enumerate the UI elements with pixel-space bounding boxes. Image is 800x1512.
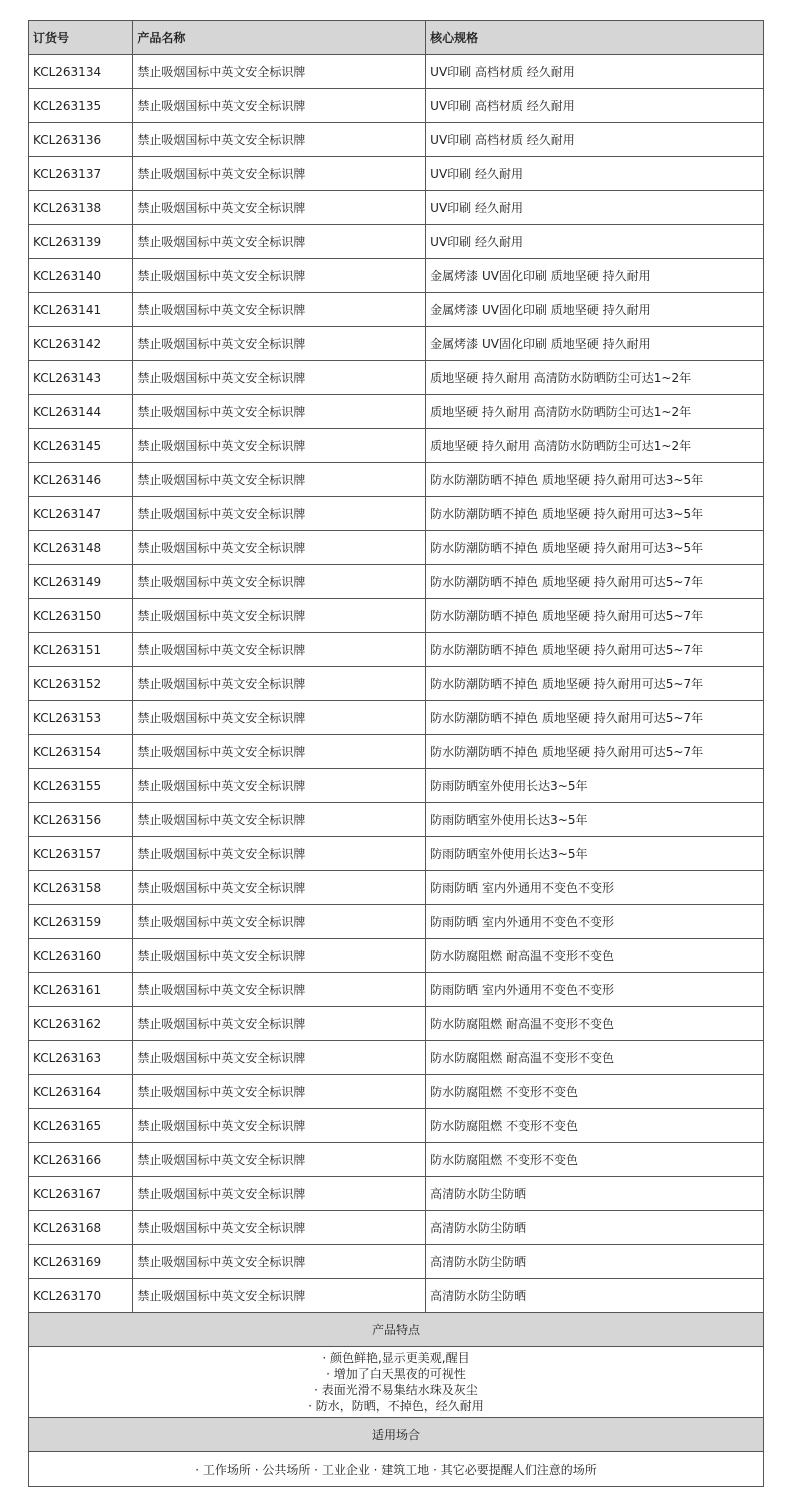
cell-order-no: KCL263138 xyxy=(29,191,133,225)
cell-core-spec: 防水防潮防晒不掉色 质地坚硬 持久耐用可达5~7年 xyxy=(426,735,764,769)
table-row xyxy=(29,701,764,735)
cell-core-spec: UV印刷 高档材质 经久耐用 xyxy=(426,55,764,89)
cell-order-no: KCL263160 xyxy=(29,939,133,973)
table-row xyxy=(29,259,764,293)
cell-core-spec: 防水防潮防晒不掉色 质地坚硬 持久耐用可达5~7年 xyxy=(426,667,764,701)
cell-product-name: 禁止吸烟国标中英文安全标识牌 xyxy=(133,803,426,837)
table-row xyxy=(29,497,764,531)
cell-core-spec: UV印刷 经久耐用 xyxy=(426,191,764,225)
table-row xyxy=(29,837,764,871)
cell-order-no: KCL263147 xyxy=(29,497,133,531)
cell-core-spec: UV印刷 高档材质 经久耐用 xyxy=(426,89,764,123)
cell-product-name: 禁止吸烟国标中英文安全标识牌 xyxy=(133,157,426,191)
cell-order-no: KCL263146 xyxy=(29,463,133,497)
cell-product-name: 禁止吸烟国标中英文安全标识牌 xyxy=(133,599,426,633)
cell-product-name: 禁止吸烟国标中英文安全标识牌 xyxy=(133,293,426,327)
cell-order-no: KCL263163 xyxy=(29,1041,133,1075)
table-row xyxy=(29,667,764,701)
cell-order-no: KCL263158 xyxy=(29,871,133,905)
cell-order-no: KCL263151 xyxy=(29,633,133,667)
table-row xyxy=(29,1143,764,1177)
cell-product-name: 禁止吸烟国标中英文安全标识牌 xyxy=(133,361,426,395)
table-row xyxy=(29,293,764,327)
cell-order-no: KCL263144 xyxy=(29,395,133,429)
cell-core-spec: 防水防腐阻燃 不变形不变色 xyxy=(426,1075,764,1109)
cell-product-name: 禁止吸烟国标中英文安全标识牌 xyxy=(133,225,426,259)
cell-core-spec: 防水防潮防晒不掉色 质地坚硬 持久耐用可达5~7年 xyxy=(426,599,764,633)
cell-core-spec: UV印刷 经久耐用 xyxy=(426,157,764,191)
cell-product-name: 禁止吸烟国标中英文安全标识牌 xyxy=(133,429,426,463)
cell-product-name: 禁止吸烟国标中英文安全标识牌 xyxy=(133,1007,426,1041)
table-row xyxy=(29,191,764,225)
table-row xyxy=(29,531,764,565)
cell-core-spec: 金属烤漆 UV固化印刷 质地坚硬 持久耐用 xyxy=(426,259,764,293)
cell-order-no: KCL263137 xyxy=(29,157,133,191)
cell-core-spec: 防水防腐阻燃 耐高温不变形不变色 xyxy=(426,939,764,973)
cell-order-no: KCL263159 xyxy=(29,905,133,939)
table-row xyxy=(29,123,764,157)
cell-core-spec: 高清防水防尘防晒 xyxy=(426,1177,764,1211)
cell-order-no: KCL263161 xyxy=(29,973,133,1007)
spec-table xyxy=(28,20,764,1487)
cell-order-no: KCL263134 xyxy=(29,55,133,89)
cell-product-name: 禁止吸烟国标中英文安全标识牌 xyxy=(133,973,426,1007)
cell-core-spec: 质地坚硬 持久耐用 高清防水防晒防尘可达1~2年 xyxy=(426,429,764,463)
table-row xyxy=(29,1041,764,1075)
table-row xyxy=(29,361,764,395)
cell-product-name: 禁止吸烟国标中英文安全标识牌 xyxy=(133,905,426,939)
cell-product-name: 禁止吸烟国标中英文安全标识牌 xyxy=(133,735,426,769)
cell-core-spec: 防雨防晒室外使用长达3~5年 xyxy=(426,803,764,837)
cell-product-name: 禁止吸烟国标中英文安全标识牌 xyxy=(133,531,426,565)
cell-product-name: 禁止吸烟国标中英文安全标识牌 xyxy=(133,327,426,361)
cell-order-no: KCL263149 xyxy=(29,565,133,599)
cell-product-name: 禁止吸烟国标中英文安全标识牌 xyxy=(133,123,426,157)
cell-core-spec: 防水防腐阻燃 耐高温不变形不变色 xyxy=(426,1007,764,1041)
cell-core-spec: 金属烤漆 UV固化印刷 质地坚硬 持久耐用 xyxy=(426,293,764,327)
table-row xyxy=(29,429,764,463)
cell-core-spec: 防水防潮防晒不掉色 质地坚硬 持久耐用可达3~5年 xyxy=(426,531,764,565)
cell-core-spec: 防雨防晒 室内外通用不变色不变形 xyxy=(426,905,764,939)
cell-order-no: KCL263152 xyxy=(29,667,133,701)
cell-core-spec: 防水防腐阻燃 耐高温不变形不变色 xyxy=(426,1041,764,1075)
cell-core-spec: 防水防潮防晒不掉色 质地坚硬 持久耐用可达3~5年 xyxy=(426,463,764,497)
cell-product-name: 禁止吸烟国标中英文安全标识牌 xyxy=(133,565,426,599)
cell-product-name: 禁止吸烟国标中英文安全标识牌 xyxy=(133,259,426,293)
cell-product-name: 禁止吸烟国标中英文安全标识牌 xyxy=(133,497,426,531)
table-row xyxy=(29,225,764,259)
cell-product-name: 禁止吸烟国标中英文安全标识牌 xyxy=(133,463,426,497)
cell-product-name: 禁止吸烟国标中英文安全标识牌 xyxy=(133,1041,426,1075)
cell-core-spec: 防水防潮防晒不掉色 质地坚硬 持久耐用可达3~5年 xyxy=(426,497,764,531)
cell-core-spec: 防水防腐阻燃 不变形不变色 xyxy=(426,1109,764,1143)
cell-order-no: KCL263165 xyxy=(29,1109,133,1143)
cell-product-name: 禁止吸烟国标中英文安全标识牌 xyxy=(133,769,426,803)
cell-order-no: KCL263162 xyxy=(29,1007,133,1041)
cell-product-name: 禁止吸烟国标中英文安全标识牌 xyxy=(133,1279,426,1313)
table-row xyxy=(29,973,764,1007)
cell-order-no: KCL263135 xyxy=(29,89,133,123)
table-header-row xyxy=(29,21,764,55)
cell-core-spec: 高清防水防尘防晒 xyxy=(426,1211,764,1245)
table-row xyxy=(29,803,764,837)
scenes-title-row xyxy=(29,1418,764,1452)
table-row xyxy=(29,1177,764,1211)
features-title-row xyxy=(29,1313,764,1347)
cell-order-no: KCL263168 xyxy=(29,1211,133,1245)
table-row xyxy=(29,735,764,769)
cell-order-no: KCL263150 xyxy=(29,599,133,633)
table-row xyxy=(29,327,764,361)
cell-order-no: KCL263170 xyxy=(29,1279,133,1313)
table-row xyxy=(29,1007,764,1041)
cell-core-spec: 质地坚硬 持久耐用 高清防水防晒防尘可达1~2年 xyxy=(426,361,764,395)
scenes-title: 适用场合 xyxy=(29,1418,764,1452)
table-row xyxy=(29,1075,764,1109)
cell-product-name: 禁止吸烟国标中英文安全标识牌 xyxy=(133,1143,426,1177)
cell-product-name: 禁止吸烟国标中英文安全标识牌 xyxy=(133,667,426,701)
cell-order-no: KCL263143 xyxy=(29,361,133,395)
cell-product-name: 禁止吸烟国标中英文安全标识牌 xyxy=(133,939,426,973)
cell-core-spec: 高清防水防尘防晒 xyxy=(426,1279,764,1313)
cell-product-name: 禁止吸烟国标中英文安全标识牌 xyxy=(133,701,426,735)
cell-core-spec: 质地坚硬 持久耐用 高清防水防晒防尘可达1~2年 xyxy=(426,395,764,429)
cell-product-name: 禁止吸烟国标中英文安全标识牌 xyxy=(133,1177,426,1211)
cell-product-name: 禁止吸烟国标中英文安全标识牌 xyxy=(133,837,426,871)
cell-order-no: KCL263153 xyxy=(29,701,133,735)
table-row xyxy=(29,1211,764,1245)
cell-product-name: 禁止吸烟国标中英文安全标识牌 xyxy=(133,395,426,429)
cell-order-no: KCL263139 xyxy=(29,225,133,259)
table-row xyxy=(29,157,764,191)
table-row xyxy=(29,599,764,633)
header-product-name: 产品名称 xyxy=(133,21,426,55)
table-row xyxy=(29,55,764,89)
cell-order-no: KCL263156 xyxy=(29,803,133,837)
table-row xyxy=(29,1109,764,1143)
table-row xyxy=(29,565,764,599)
cell-core-spec: 防水防腐阻燃 不变形不变色 xyxy=(426,1143,764,1177)
cell-order-no: KCL263145 xyxy=(29,429,133,463)
cell-order-no: KCL263167 xyxy=(29,1177,133,1211)
cell-product-name: 禁止吸烟国标中英文安全标识牌 xyxy=(133,871,426,905)
cell-order-no: KCL263136 xyxy=(29,123,133,157)
cell-core-spec: 防雨防晒室外使用长达3~5年 xyxy=(426,769,764,803)
cell-core-spec: UV印刷 高档材质 经久耐用 xyxy=(426,123,764,157)
cell-order-no: KCL263157 xyxy=(29,837,133,871)
cell-order-no: KCL263155 xyxy=(29,769,133,803)
cell-product-name: 禁止吸烟国标中英文安全标识牌 xyxy=(133,1211,426,1245)
table-row xyxy=(29,1279,764,1313)
cell-order-no: KCL263140 xyxy=(29,259,133,293)
cell-order-no: KCL263148 xyxy=(29,531,133,565)
cell-product-name: 禁止吸烟国标中英文安全标识牌 xyxy=(133,191,426,225)
cell-product-name: 禁止吸烟国标中英文安全标识牌 xyxy=(133,633,426,667)
cell-order-no: KCL263142 xyxy=(29,327,133,361)
cell-order-no: KCL263154 xyxy=(29,735,133,769)
table-row xyxy=(29,769,764,803)
cell-product-name: 禁止吸烟国标中英文安全标识牌 xyxy=(133,1075,426,1109)
cell-product-name: 禁止吸烟国标中英文安全标识牌 xyxy=(133,89,426,123)
cell-product-name: 禁止吸烟国标中英文安全标识牌 xyxy=(133,55,426,89)
cell-core-spec: 防水防潮防晒不掉色 质地坚硬 持久耐用可达5~7年 xyxy=(426,633,764,667)
feature-item: · 颜色鲜艳,显示更美观,醒目 xyxy=(322,1351,470,1365)
cell-core-spec: 防雨防晒室外使用长达3~5年 xyxy=(426,837,764,871)
features-title: 产品特点 xyxy=(29,1313,764,1347)
header-order-no: 订货号 xyxy=(29,21,133,55)
table-row xyxy=(29,905,764,939)
cell-core-spec: 金属烤漆 UV固化印刷 质地坚硬 持久耐用 xyxy=(426,327,764,361)
cell-product-name: 禁止吸烟国标中英文安全标识牌 xyxy=(133,1109,426,1143)
scenes-text: · 工作场所 · 公共场所 · 工业企业 · 建筑工地 · 其它必要提醒人们注意的场所 xyxy=(29,1452,764,1487)
feature-item: · 防水，防晒，不掉色，经久耐用 xyxy=(308,1399,484,1413)
table-row xyxy=(29,1245,764,1279)
cell-order-no: KCL263166 xyxy=(29,1143,133,1177)
cell-order-no: KCL263169 xyxy=(29,1245,133,1279)
table-row xyxy=(29,463,764,497)
table-row xyxy=(29,395,764,429)
cell-core-spec: 防水防潮防晒不掉色 质地坚硬 持久耐用可达5~7年 xyxy=(426,565,764,599)
features-body-row xyxy=(29,1347,764,1418)
table-row xyxy=(29,871,764,905)
scenes-body-row xyxy=(29,1452,764,1487)
feature-item: · 表面光滑不易集结水珠及灰尘 xyxy=(314,1383,478,1397)
header-core-spec: 核心规格 xyxy=(426,21,764,55)
cell-core-spec: 防雨防晒 室内外通用不变色不变形 xyxy=(426,973,764,1007)
cell-core-spec: 防雨防晒 室内外通用不变色不变形 xyxy=(426,871,764,905)
cell-core-spec: UV印刷 经久耐用 xyxy=(426,225,764,259)
cell-product-name: 禁止吸烟国标中英文安全标识牌 xyxy=(133,1245,426,1279)
table-row xyxy=(29,89,764,123)
cell-order-no: KCL263164 xyxy=(29,1075,133,1109)
table-row xyxy=(29,939,764,973)
cell-core-spec: 高清防水防尘防晒 xyxy=(426,1245,764,1279)
features-list xyxy=(29,1347,764,1418)
cell-core-spec: 防水防潮防晒不掉色 质地坚硬 持久耐用可达5~7年 xyxy=(426,701,764,735)
table-row xyxy=(29,633,764,667)
cell-order-no: KCL263141 xyxy=(29,293,133,327)
feature-item: · 增加了白天黑夜的可视性 xyxy=(326,1367,466,1381)
